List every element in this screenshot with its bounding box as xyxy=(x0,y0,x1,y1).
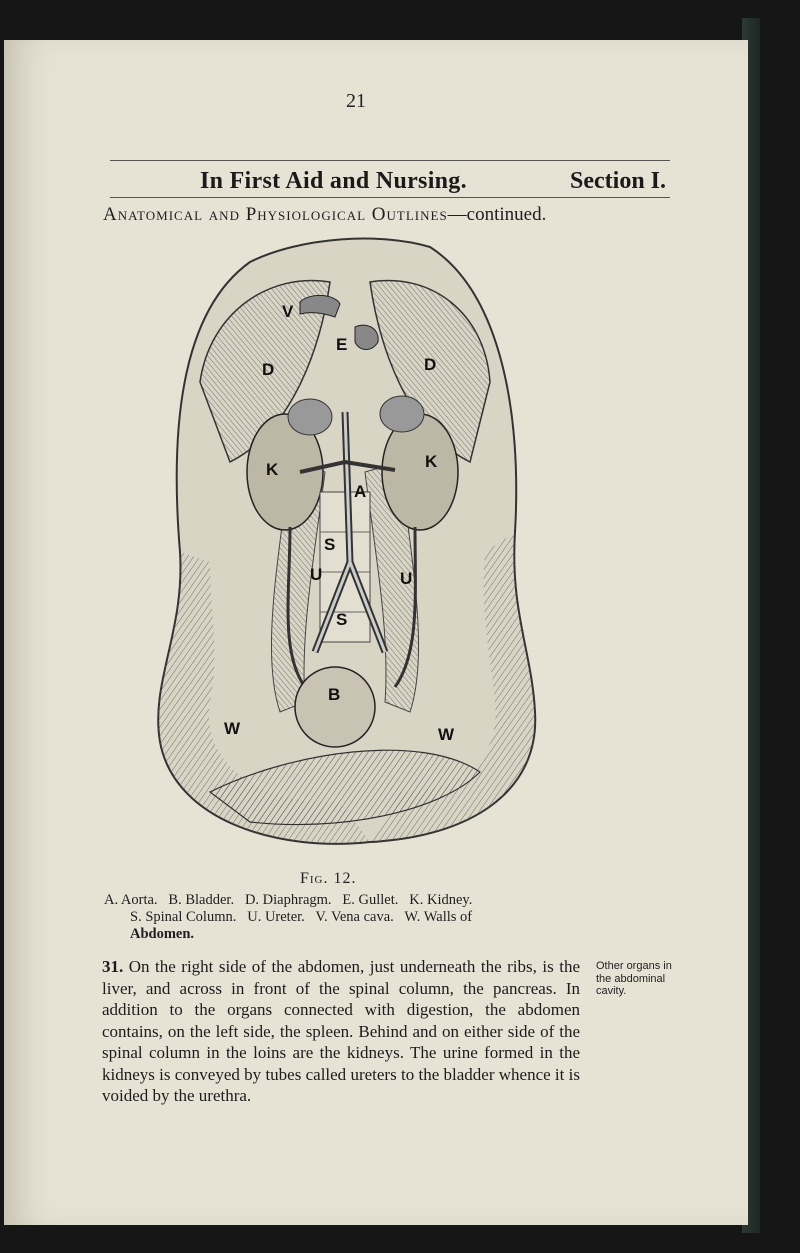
label-k-right: K xyxy=(425,452,438,471)
legend-line-2: S. Spinal Column. U. Ureter. V. Vena cava. W. Walls of xyxy=(130,909,473,925)
running-title: In First Aid and Nursing. xyxy=(200,168,467,194)
section-label: Section I. xyxy=(570,168,666,194)
label-a: A xyxy=(354,482,367,501)
label-d-left: D xyxy=(262,360,275,379)
subheading-continued: —continued. xyxy=(447,204,547,225)
paragraph-31 xyxy=(102,956,580,1107)
label-u-left: U xyxy=(310,565,323,584)
figure-caption: Fig. 12. xyxy=(300,870,357,887)
label-w-right: W xyxy=(438,725,455,744)
label-k-left: K xyxy=(266,460,279,479)
paragraph-number: 31. xyxy=(102,957,124,976)
paragraph-text: On the right side of the abdomen, just underneath the ribs, is the liver, and across in front of the spinal column, the pancreas. In addition to the organs connected with digestion, the abdomen contains, on the left side, the spleen. Behind and on either side of the spinal column in the loins are the kidneys. The urine formed in the kidneys is conveyed by tubes called ureters to the bladder whence it is voided by the urethra. xyxy=(102,957,580,1105)
kidney-right xyxy=(382,414,458,530)
header-rule-bottom xyxy=(110,197,670,198)
label-s-lower: S xyxy=(336,610,348,629)
subheading-text: Anatomical and Physiological Outlines xyxy=(103,204,448,225)
subheading xyxy=(103,204,546,226)
label-v: V xyxy=(282,302,294,321)
label-d-right: D xyxy=(424,355,437,374)
margin-note: Other organs in the abdominal cavity. xyxy=(596,960,672,997)
figure-legend xyxy=(104,892,594,943)
label-w-left: W xyxy=(224,719,241,738)
label-u-right: U xyxy=(400,569,413,588)
label-b: B xyxy=(328,685,341,704)
label-e: E xyxy=(336,335,348,354)
header-rule-top xyxy=(110,160,670,161)
page-number: 21 xyxy=(346,90,366,112)
legend-line-3: Abdomen. xyxy=(130,926,195,942)
label-s-upper: S xyxy=(324,535,336,554)
anatomical-illustration xyxy=(140,232,550,862)
legend-line-1: A. Aorta. B. Bladder. D. Diaphragm. E. Gullet. K. Kidney. xyxy=(104,892,473,908)
bladder xyxy=(295,667,375,747)
